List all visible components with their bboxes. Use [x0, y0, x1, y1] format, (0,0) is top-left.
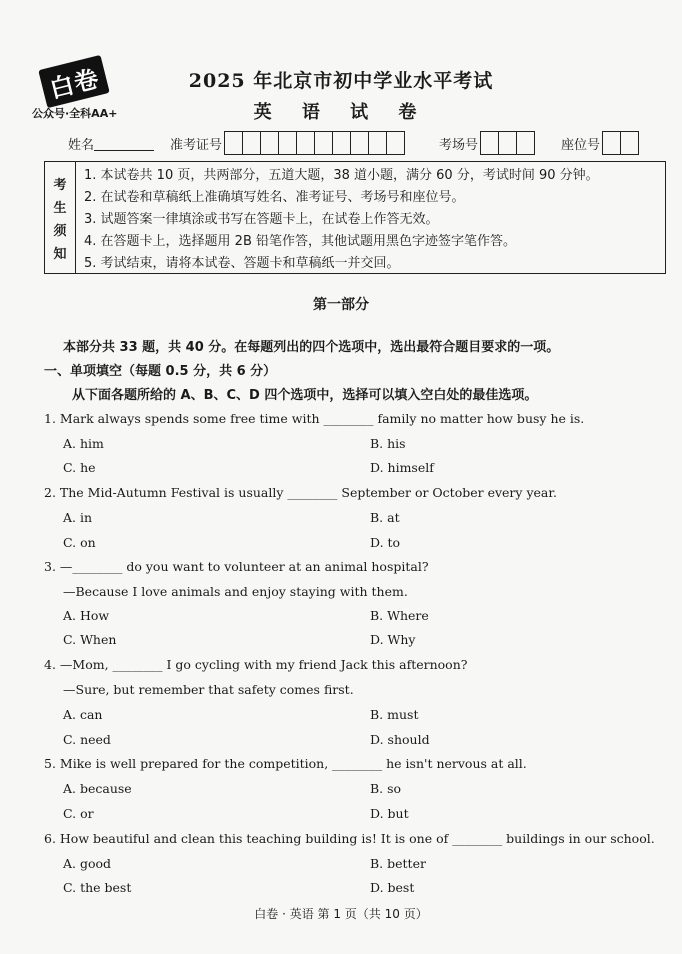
notice-label: 考 生 须 知 — [45, 162, 76, 273]
option-d[interactable]: D. best — [370, 880, 415, 895]
option-d[interactable]: D. should — [370, 732, 430, 747]
room-label: 考场号 — [439, 137, 479, 153]
option-b[interactable]: B. his — [370, 436, 406, 451]
question-3-response: —Because I love animals and enjoy staying with them. — [63, 584, 408, 599]
question-4: 4. —Mom, ________ I go cycling with my friend Jack this afternoon? — [44, 657, 468, 672]
page-footer: 白卷 · 英语 第 1 页（共 10 页） — [254, 907, 428, 921]
notice-item: 5. 考试结束，请将本试卷、答题卡和草稿纸一并交回。 — [84, 256, 400, 271]
question-1: 1. Mark always spends some free time with ________ family no matter how busy he is. — [44, 411, 585, 426]
option-b[interactable]: B. Where — [370, 608, 429, 623]
option-c[interactable]: C. need — [63, 732, 111, 747]
candidate-info-row — [68, 131, 655, 155]
logo-subtext: 公众号·全科AA+ — [32, 107, 118, 120]
option-a[interactable]: A. good — [63, 856, 112, 871]
option-c[interactable]: C. or — [63, 806, 94, 821]
notice-item: 4. 在答题卡上，选择题用 2B 铅笔作答，其他试题用黑色字迹签字笔作答。 — [84, 234, 516, 249]
option-b[interactable]: B. must — [370, 707, 419, 722]
option-d[interactable]: D. himself — [370, 460, 434, 475]
option-d[interactable]: D. but — [370, 806, 409, 821]
option-b[interactable]: B. better — [370, 856, 426, 871]
name-label: 姓名 — [68, 137, 95, 153]
notice-item: 2. 在试卷和草稿纸上准确填写姓名、准考证号、考场号和座位号。 — [84, 190, 465, 205]
section-intro: 本部分共 33 题，共 40 分。在每题列出的四个选项中，选出最符合题目要求的一项。 — [63, 340, 560, 355]
notice-item: 1. 本试卷共 10 页，共两部分，五道大题，38 道小题，满分 60 分，考试时间 90 分钟。 — [84, 168, 599, 183]
option-a[interactable]: A. because — [63, 781, 132, 796]
option-a[interactable]: A. him — [63, 436, 104, 451]
notice-item: 3. 试题答案一律填涂或书写在答题卡上，在试卷上作答无效。 — [84, 212, 439, 227]
exam-subtitle: 英 语 试 卷 — [253, 102, 429, 123]
question-6: 6. How beautiful and clean this teaching building is! It is one of ________ buildings in our school. — [44, 831, 655, 846]
seat-boxes[interactable] — [602, 131, 639, 155]
option-d[interactable]: D. to — [370, 535, 401, 550]
part-instruction: 从下面各题所给的 A、B、C、D 四个选项中，选择可以填入空白处的最佳选项。 — [72, 388, 538, 403]
room-boxes[interactable] — [480, 131, 535, 155]
option-a[interactable]: A. in — [63, 510, 93, 525]
option-b[interactable]: B. at — [370, 510, 400, 525]
question-2: 2. The Mid-Autumn Festival is usually ________ September or October every year. — [44, 485, 557, 500]
option-a[interactable]: A. How — [63, 608, 110, 623]
option-c[interactable]: C. he — [63, 460, 96, 475]
option-d[interactable]: D. Why — [370, 632, 416, 647]
question-5: 5. Mike is well prepared for the competition, ________ he isn't nervous at all. — [44, 756, 527, 771]
option-c[interactable]: C. on — [63, 535, 96, 550]
seat-label: 座位号 — [561, 137, 601, 153]
part-title: 一、单项填空（每题 0.5 分，共 6 分） — [44, 364, 277, 379]
question-4-response: —Sure, but remember that safety comes first. — [63, 682, 354, 697]
section-title: 第一部分 — [313, 297, 369, 313]
question-3: 3. —________ do you want to volunteer at an animal hospital? — [44, 559, 429, 574]
option-c[interactable]: C. the best — [63, 880, 132, 895]
notice-items — [76, 162, 599, 273]
option-b[interactable]: B. so — [370, 781, 402, 796]
exam-no-boxes[interactable] — [224, 131, 405, 155]
logo-text: 白卷 — [38, 55, 110, 108]
exam-no-label: 准考证号 — [170, 137, 223, 153]
name-field[interactable] — [94, 136, 154, 151]
option-c[interactable]: C. When — [63, 632, 117, 647]
candidate-notice — [44, 161, 666, 274]
option-a[interactable]: A. can — [63, 707, 103, 722]
exam-title: 2025 年北京市初中学业水平考试 — [188, 70, 494, 92]
